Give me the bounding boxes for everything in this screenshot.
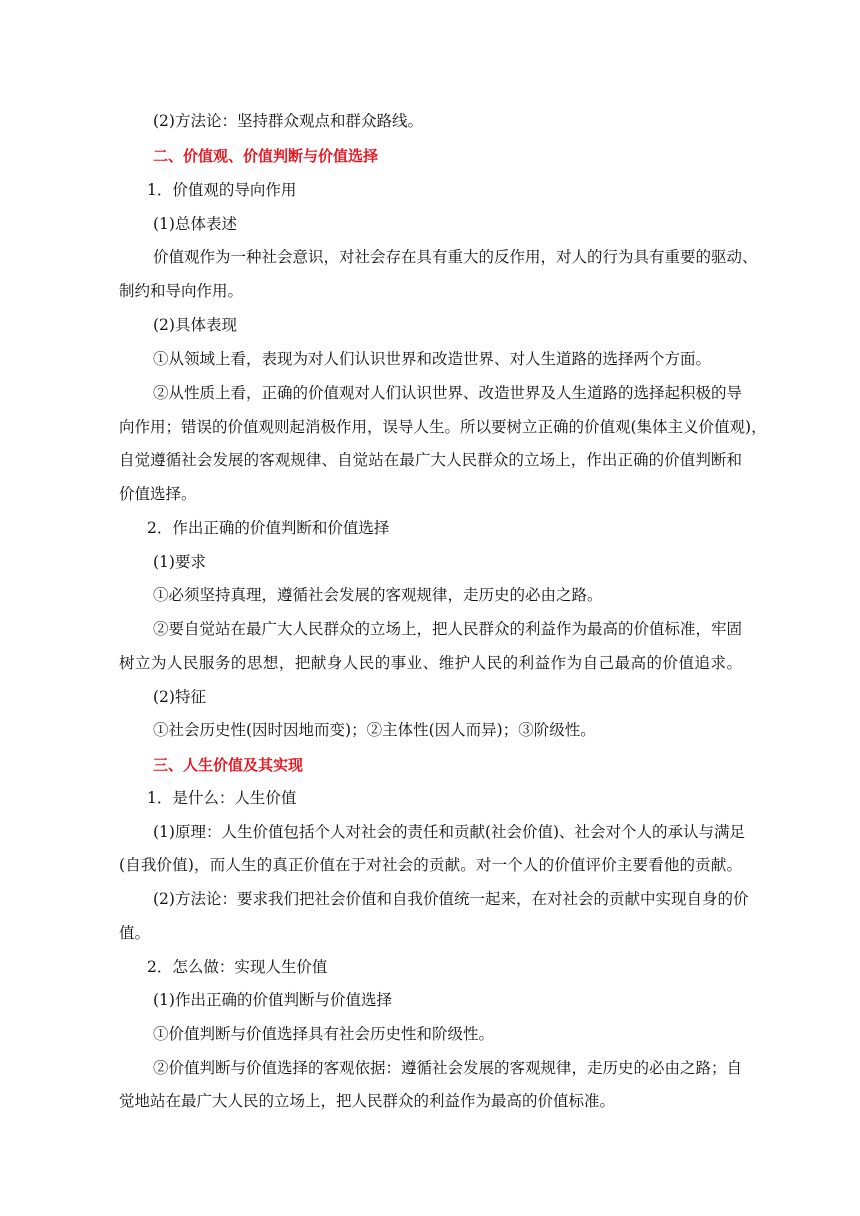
subheading: 2．作出正确的价值判断和价值选择	[147, 519, 390, 537]
list-item: ①从领域上看，表现为对人们认识世界和改造世界、对人生道路的选择两个方面。	[153, 350, 712, 368]
list-item: ①社会历史性(因时因地而变)；②主体性(因人而异)；③阶级性。	[153, 721, 596, 739]
paragraph-line: 树立为人民服务的思想，把献身人民的事业、维护人民的利益作为自己最高的价值追求。	[119, 654, 742, 672]
subheading: 1．价值观的导向作用	[147, 181, 297, 199]
list-item: ①必须坚持真理，遵循社会发展的客观规律，走历史的必由之路。	[153, 586, 603, 604]
section-heading: 三、人生价值及其实现	[153, 756, 304, 774]
subheading: (2)具体表现	[153, 316, 237, 334]
subheading: (1)总体表述	[153, 215, 237, 233]
paragraph-line: (自我价值)，而人生的真正价值在于对社会的贡献。对一个人的价值评价主要看他的贡献。	[119, 856, 742, 874]
list-item: ②要自觉站在最广大人民群众的立场上，把人民群众的利益作为最高的价值标准，牢固	[153, 620, 743, 638]
paragraph-line: 制约和导向作用。	[119, 282, 244, 300]
paragraph-line: 自觉遵循社会发展的客观规律、自觉站在最广大人民群众的立场上，作出正确的价值判断和	[119, 451, 742, 469]
paragraph-line: (1)原理：人生价值包括个人对社会的责任和贡献(社会价值)、社会对个人的承认与满足	[153, 823, 746, 841]
paragraph-line: (2)方法论：要求我们把社会价值和自我价值统一起来，在对社会的贡献中实现自身的价	[153, 890, 749, 908]
section-heading: 二、价值观、价值判断与价值选择	[153, 147, 379, 165]
list-item: ②价值判断与价值选择的客观依据：遵循社会发展的客观规律，走历史的必由之路；自	[153, 1059, 743, 1077]
paragraph-line: 向作用；错误的价值观则起消极作用，误导人生。所以要树立正确的价值观(集体主义价值观)，	[119, 418, 767, 436]
subheading: 2．怎么做：实现人生价值	[147, 958, 328, 976]
paragraph-line: 觉地站在最广大人民的立场上，把人民群众的利益作为最高的价值标准。	[119, 1092, 616, 1110]
subheading: 1．是什么：人生价值	[147, 789, 297, 807]
paragraph-line: 价值观作为一种社会意识，对社会存在具有重大的反作用，对人的行为具有重要的驱动、	[153, 248, 758, 266]
subheading: (2)特征	[153, 688, 206, 706]
list-item: ②从性质上看，正确的价值观对人们认识世界、改造世界及人生道路的选择起积极的导	[153, 384, 743, 402]
paragraph-line: 值。	[119, 924, 151, 942]
paragraph-line: (2)方法论：坚持群众观点和群众路线。	[153, 112, 423, 130]
paragraph-line: 价值选择。	[119, 485, 197, 503]
subheading: (1)作出正确的价值判断与价值选择	[153, 991, 392, 1009]
list-item: ①价值判断与价值选择具有社会历史性和阶级性。	[153, 1025, 495, 1043]
subheading: (1)要求	[153, 553, 206, 571]
